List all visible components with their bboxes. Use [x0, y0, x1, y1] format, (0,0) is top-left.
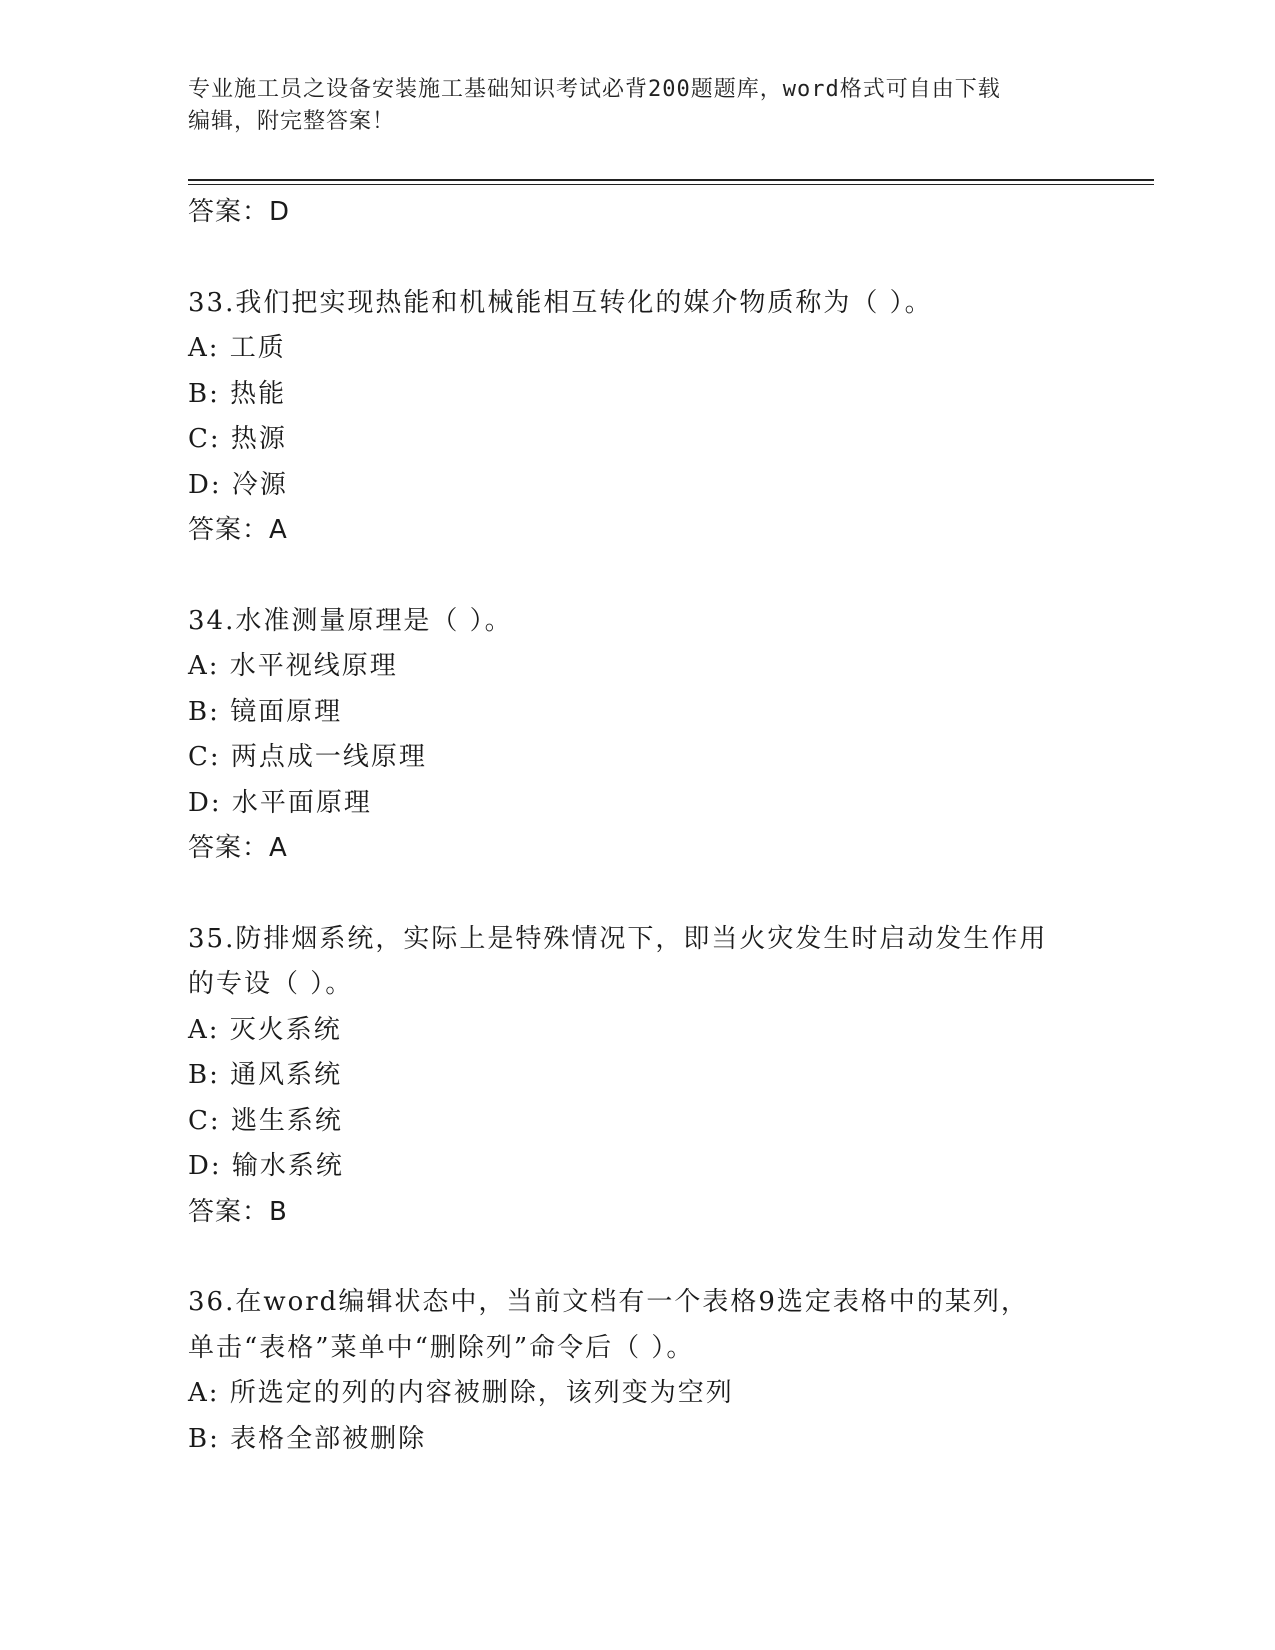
question-stem-line-1: 36.在word编辑状态中，当前文档有一个表格9选定表格中的某列，	[188, 1287, 1029, 1317]
option-a: A: 工质	[188, 333, 286, 363]
header-rule-thin	[188, 184, 1154, 185]
option-d: D: 输水系统	[188, 1151, 344, 1181]
answer: 答案：B	[188, 1196, 288, 1227]
spacer	[188, 872, 1088, 917]
question-stem: 34.水准测量原理是（ ）。	[188, 605, 513, 636]
option-b: B: 热能	[188, 378, 287, 409]
option-d: D: 冷源	[188, 469, 288, 500]
answer: 答案：A	[188, 833, 288, 863]
option-b: B: 通风系统	[188, 1060, 343, 1090]
option-b: B: 表格全部被删除	[188, 1423, 427, 1454]
header-line-2: 编辑，附完整答案！	[188, 109, 396, 134]
header-line-1: 专业施工员之设备安装施工基础知识考试必背200题题库，word格式可自由下载	[188, 77, 1001, 102]
spacer	[188, 236, 1088, 281]
spacer	[188, 554, 1088, 599]
question-stem-line-1: 35.防排烟系统，实际上是特殊情况下，即当火灾发生时启动发生作用	[188, 923, 1048, 954]
question-34	[188, 599, 1088, 872]
page-header	[188, 74, 1088, 138]
option-a: A: 所选定的列的内容被删除，该列变为空列	[188, 1378, 734, 1408]
spacer	[188, 1235, 1088, 1280]
option-a: A: 水平视线原理	[188, 651, 398, 681]
answer-32: 答案：D	[188, 197, 291, 227]
option-b: B: 镜面原理	[188, 696, 343, 727]
option-c: C: 热源	[188, 424, 287, 454]
document-body	[188, 190, 1088, 1462]
question-36	[188, 1280, 1088, 1462]
question-stem: 33.我们把实现热能和机械能相互转化的媒介物质称为（ ）。	[188, 287, 933, 318]
option-c: C: 逃生系统	[188, 1105, 343, 1136]
question-33	[188, 281, 1088, 554]
option-d: D: 水平面原理	[188, 787, 372, 818]
option-a: A: 灭火系统	[188, 1014, 342, 1045]
header-rule-thick	[188, 179, 1154, 181]
question-stem-line-2: 的专设（ ）。	[188, 969, 354, 999]
option-c: C: 两点成一线原理	[188, 742, 427, 772]
answer: 答案：A	[188, 515, 288, 545]
question-35	[188, 917, 1088, 1236]
question-stem-line-2: 单击“表格”菜单中“删除列”命令后（ ）。	[188, 1332, 695, 1363]
